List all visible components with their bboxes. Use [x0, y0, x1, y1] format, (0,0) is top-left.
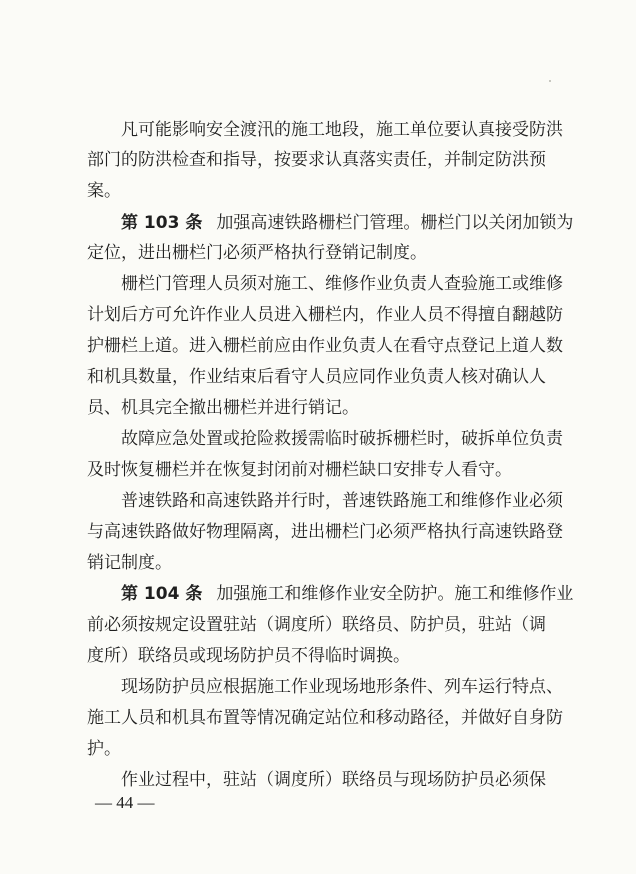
- paragraph-1-line-2: 部门的防洪检查和指导，按要求认真落实责任，并制定防洪预: [87, 150, 546, 170]
- paragraph-5-line-3: 销记制度。: [87, 553, 172, 573]
- article-104-line-3: 度所）联络员或现场防护员不得临时调换。: [87, 646, 410, 666]
- paragraph-4-line-1: 故障应急处置或抢险救援需临时破拆栅栏时，破拆单位负责: [121, 429, 563, 449]
- paragraph-5-line-1: 普速铁路和高速铁路并行时，普速铁路施工和维修作业必须: [121, 491, 563, 511]
- paragraph-3-line-4: 和机具数量，作业结束后看守人员应同作业负责人核对确认人: [87, 367, 546, 387]
- paragraph-7-line-2: 施工人员和机具布置等情况确定站位和移动路径，并做好自身防: [87, 708, 563, 728]
- paragraph-3-line-2: 计划后方可允许作业人员进入栅栏内，作业人员不得擅自翻越防: [87, 305, 563, 325]
- paragraph-1-line-3: 案。: [87, 181, 121, 201]
- article-104-line-2: 前必须按规定设置驻站（调度所）联络员、防护员，驻站（调: [87, 615, 546, 635]
- article-103-label: 第 103 条: [121, 213, 203, 233]
- paragraph-7-line-1: 现场防护员应根据施工作业现场地形条件、列车运行特点、: [121, 677, 563, 697]
- paragraph-7-line-3: 护。: [87, 739, 121, 759]
- article-104-heading-line: [0, 583, 636, 605]
- paragraph-3-line-5: 员、机具完全撤出栅栏并进行销记。: [87, 398, 359, 418]
- paragraph-3-line-1: 栅栏门管理人员须对施工、维修作业负责人查验施工或维修: [121, 274, 563, 294]
- article-103-first-line: 加强高速铁路栅栏门管理。栅栏门以关闭加锁为: [216, 213, 574, 233]
- paragraph-4-line-2: 及时恢复栅栏并在恢复封闭前对栅栏缺口安排专人看守。: [87, 460, 512, 480]
- article-103-heading-line: [0, 212, 636, 234]
- paragraph-8-line-1: 作业过程中，驻站（调度所）联络员与现场防护员必须保: [121, 770, 546, 790]
- article-103-line-2: 定位，进出栅栏门必须严格执行登销记制度。: [87, 243, 427, 263]
- article-104-first-line: 加强施工和维修作业安全防护。施工和维修作业: [216, 584, 574, 604]
- paragraph-3-line-3: 护栅栏上道。进入栅栏前应由作业负责人在看守点登记上道人数: [87, 336, 563, 356]
- paragraph-1-line-1: 凡可能影响安全渡汛的施工地段，施工单位要认真接受防洪: [121, 120, 563, 140]
- page-number: — 44 —: [95, 793, 155, 812]
- paragraph-5-line-2: 与高速铁路做好物理隔离，进出栅栏门必须严格执行高速铁路登: [87, 522, 563, 542]
- article-104-label: 第 104 条: [121, 584, 203, 604]
- scan-speck: [549, 80, 551, 82]
